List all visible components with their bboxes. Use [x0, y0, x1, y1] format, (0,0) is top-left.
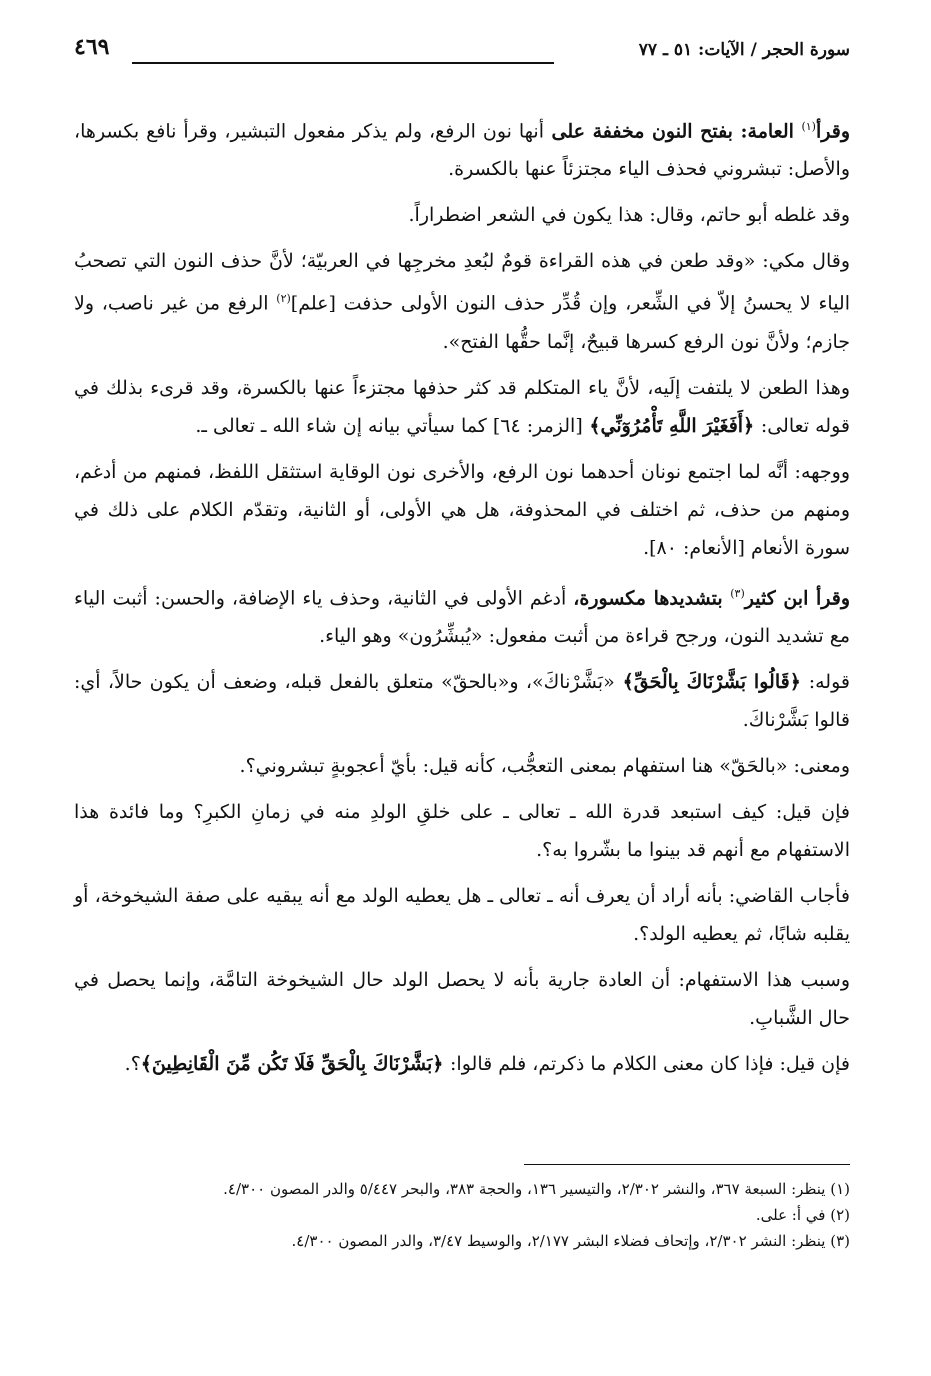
quran-verse: ﴿بَشَّرْنَاكَ بِالْحَقِّ فَلَا تَكُن مِّنَ الْقَانِطِينَ﴾ [140, 1052, 451, 1075]
paragraph [74, 575, 850, 655]
paragraph [74, 877, 850, 953]
footnote-ref: (٣) [730, 586, 745, 600]
bold-text: العامة: بفتح النون مخففة على [544, 120, 802, 143]
paragraph-text: فإن قيل: فإذا كان معنى الكلام ما ذكرتم، فلم قالوا: [450, 1052, 850, 1075]
paragraph [74, 108, 850, 188]
paragraph-text: فأجاب القاضي: بأنه أراد أن يعرف أنه ـ تعالى ـ هل يعطيه الولد مع أنه يبقيه على صفة الشيخوخة، أو يقلبه شابًا، ثم يعطيه الولد؟. [74, 884, 850, 945]
paragraph [74, 369, 850, 445]
quran-verse: ﴿أَفَغَيْرَ اللَّهِ تَأْمُرُوٓنِّي﴾ [582, 414, 761, 437]
header-rule [132, 62, 554, 64]
footnote-separator [524, 1164, 850, 1165]
paragraph-text: وقد غلطه أبو حاتم، وقال: هذا يكون في الشعر اضطراراً. [408, 204, 850, 227]
body-text [74, 108, 850, 1091]
page-number: ٤٦٩ [74, 34, 110, 60]
paragraph-tail: ؟. [124, 1052, 141, 1075]
quran-verse: ﴿قَالُوا بَشَّرْنَاكَ بِالْحَقِّ﴾ [614, 670, 809, 693]
paragraph [74, 747, 850, 785]
footnote: (٢) في أ: على. [755, 1206, 850, 1224]
paragraph-text: أدغم الأولى في الثانية، وحذف ياء الإضافة، والحسن: أثبت الياء مع تشديد النون، ورجح قراءة من أثبت مفعول: «يُبشِّرُون» وهو الياء. [74, 586, 850, 647]
paragraph-text: فإن قيل: كيف استبعد قدرة الله ـ تعالى ـ على خلقِ الولدِ منه في زمانِ الكبرِ؟ وما فائدة هذا الاستفهام مع أنهم قد بينوا ما بشّروا به؟. [74, 800, 850, 861]
bold-text: بتشديدها مكسورة، [573, 586, 731, 609]
lead-text: وقرأ ابن كثير [744, 586, 850, 609]
paragraph-text: وهذا الطعن لا يلتفت إلَيه، لأنَّ ياء المتكلم قد كثر حذفها مجتزءاً عنها بالكسرة، وقد قرىء بذلك في قوله تعالى: [74, 376, 850, 437]
paragraph-text: ومعنى: «بالحَقّ» هنا استفهام بمعنى التعجُّب، كأنه قيل: بأيّ أعجوبةٍ تبشروني؟. [239, 754, 850, 777]
paragraph-tail: الرفع من غير ناصب، ولا جازم؛ ولأنَّ نون الرفع كسرها قبيحٌ، إنَّما حقُّها الفتح». [74, 292, 850, 353]
paragraph [74, 196, 850, 234]
paragraph-text: ووجهه: أنَّه لما اجتمع نونان أحدهما نون الرفع، والأخرى نون الوقاية استثقل اللفظ، فمنهم من أدغم، ومنهم من حذف، ثم اختلف في المحذوفة، هل هي الأولى، أو الثانية، وتقدّم الكلام على ذلك في سورة الأنعام [الأنعام: ٨٠]. [74, 460, 850, 559]
paragraph-text: قوله: [808, 670, 850, 693]
paragraph-text: وقال مكي: «وقد طعن في هذه القراءة قومٌ لبُعدِ مخرجِها في العربيّة؛ لأنَّ حذف النون التي تصحبُ الياء لا يحسنُ إلاّ في الشِّعر، وإن قُدِّر حذف النون الأولى حذفت [علم] [74, 250, 850, 315]
footnote-ref: (٢) [276, 292, 291, 306]
paragraph-text: أنها نون الرفع، ولم يذكر مفعول التبشير، وقرأ نافع بكسرها، والأصل: تبشروني فحذف الياء مجتزئاً عنها بالكسرة. [74, 120, 850, 181]
footnotes [74, 1176, 850, 1254]
paragraph [74, 242, 850, 360]
paragraph [74, 961, 850, 1037]
running-title: سورة الحجر / الآيات: ٥١ ـ ٧٧ [638, 40, 850, 60]
document-page [74, 30, 850, 1330]
paragraph [74, 1045, 850, 1083]
footnote: (٣) ينظر: النشر ٢/٣٠٢، وإتحاف فضلاء البشر ٢/١٧٧، والوسيط ٣/٤٧، والدر المصون ٤/٣٠٠. [291, 1232, 850, 1250]
lead-text: وقرأ [815, 120, 850, 143]
paragraph-text: وسبب هذا الاستفهام: أن العادة جارية بأنه لا يحصل الولد حال الشيخوخة التامَّة، وإنما يحصل في حال الشَّبابِ. [74, 968, 850, 1029]
footnote-ref: (١) [801, 120, 816, 133]
paragraph-tail: [الزمر: ٦٤] كما سيأتي بيانه إن شاء الله ـ تعالى ـ. [195, 414, 583, 437]
footnote: (١) ينظر: السبعة ٣٦٧، والنشر ٢/٣٠٢، والتيسير ١٣٦، والحجة ٣٨٣، والبحر ٥/٤٤٧ والدر المصون ٤/٣٠٠. [223, 1180, 850, 1198]
paragraph [74, 663, 850, 739]
paragraph [74, 793, 850, 869]
page-header [74, 30, 850, 66]
paragraph [74, 453, 850, 567]
paragraph-tail: «بَشَّرْناكَ»، و«بالحقّ» متعلق بالفعل قبله، وضعف أن يكون حالاً، أي: قالوا بَشَّرْناكَ. [74, 670, 850, 731]
